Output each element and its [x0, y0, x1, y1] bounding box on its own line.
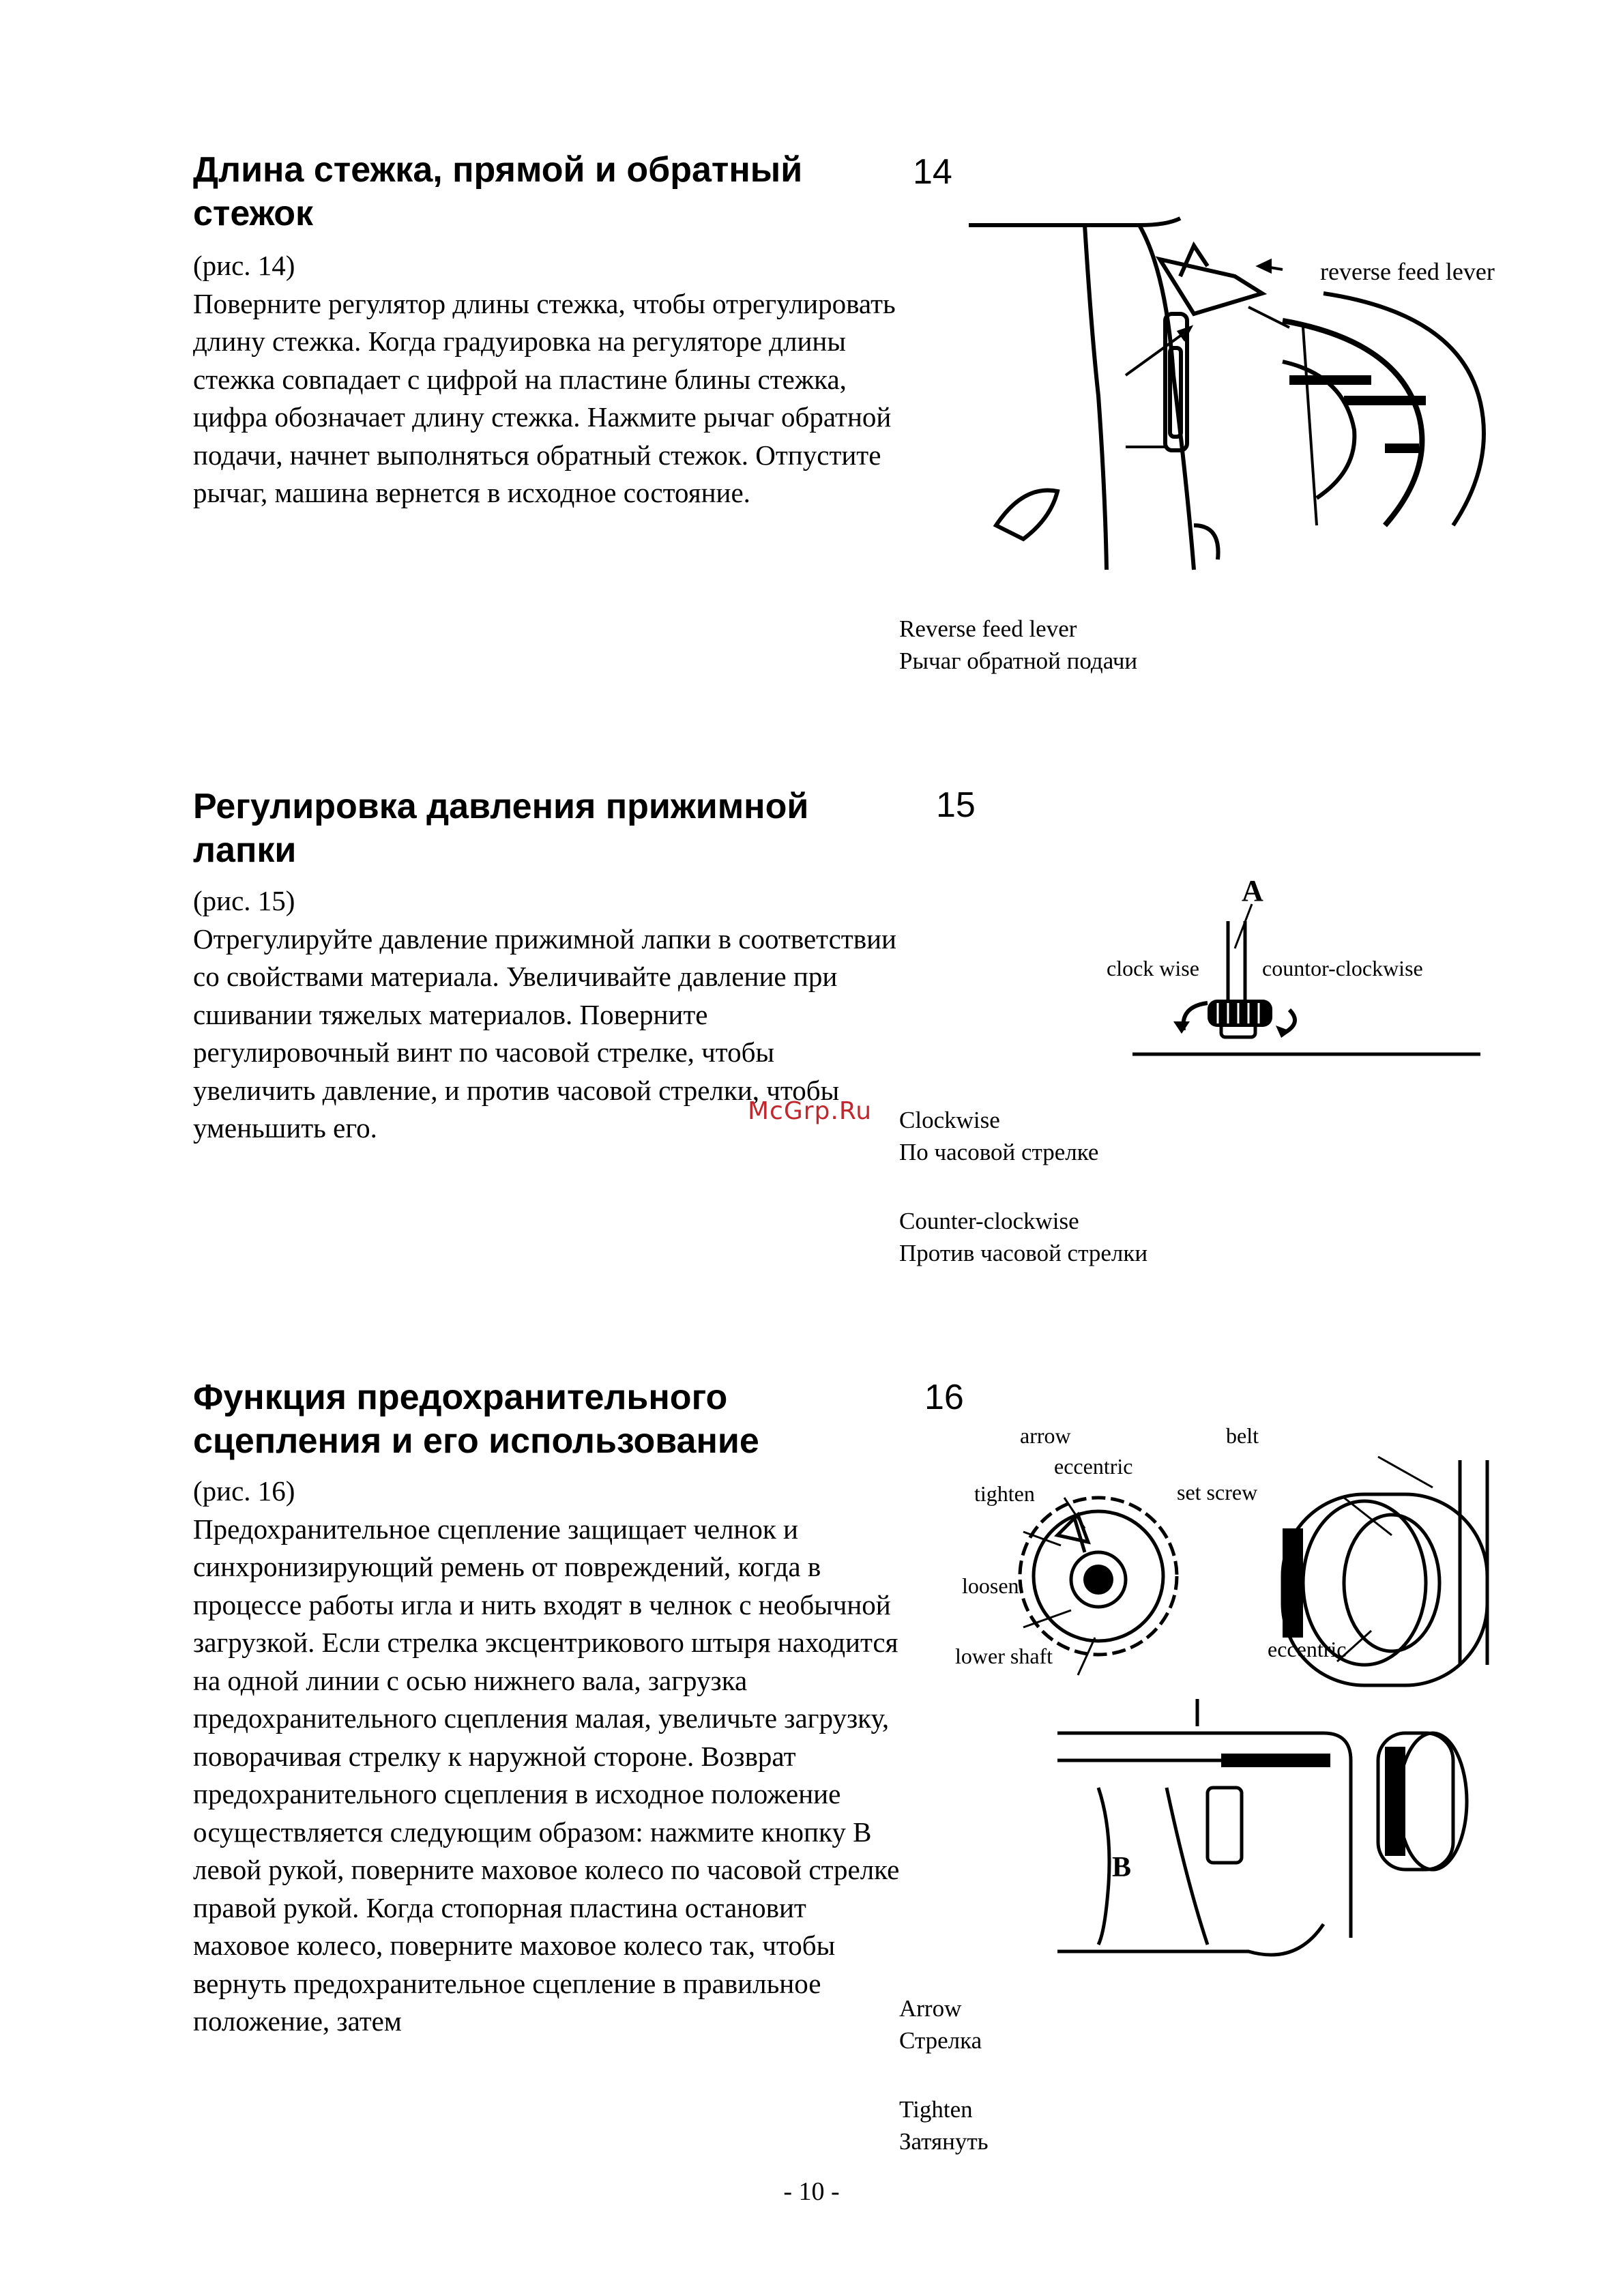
- paragraph: Поверните регулятор длины стежка, чтобы отрегулировать длину стежка. Когда градуировка на регуляторе длины стежка совпадает с цифрой на пластине блины стежка, цифра обозначает длину стежка. Нажмите рычаг обратной подачи, начнет выполняться обратный стежок. Отпустите рычаг, машина вернется в исходное состояние.: [193, 287, 896, 508]
- label-counter-clockwise: countor-clockwise: [1262, 956, 1423, 980]
- label-set-screw: set screw: [1177, 1480, 1258, 1505]
- section-heading-presser-foot: Регулировка давления прижимной лапки: [193, 787, 809, 870]
- figure-number-15: 15: [936, 785, 976, 825]
- label-a: A: [1242, 874, 1263, 907]
- caption-ru: Стрелка: [899, 2027, 982, 2054]
- label-tighten: tighten: [974, 1481, 1035, 1506]
- figure-reference: (рис. 14): [193, 250, 295, 281]
- figure-number-16: 16: [924, 1378, 964, 1417]
- caption-en: Arrow: [899, 1995, 962, 2022]
- caption-en: Reverse feed lever: [899, 615, 1077, 642]
- label-belt: belt: [1226, 1423, 1259, 1448]
- figure-14-caption: [899, 613, 1137, 677]
- caption-ru: Затянуть: [899, 2128, 989, 2155]
- caption-ru: Против часовой стрелки: [899, 1240, 1148, 1266]
- caption-en: Clockwise: [899, 1107, 1000, 1133]
- label-arrow: arrow: [1020, 1423, 1071, 1448]
- label-b: B: [1112, 1852, 1132, 1883]
- caption-ru: Рычаг обратной подачи: [899, 648, 1138, 674]
- label-eccentric: eccentric: [1054, 1454, 1133, 1479]
- figure-15-caption: [899, 1104, 1147, 1269]
- paragraph: Отрегулируйте давление прижимной лапки в соответствии со свойствами материала. Увеличивайте давление при сшивании тяжелых материалов. Поверните регулировочный винт по часовой стрелке, чтобы увеличить давление, и против часовой стрелки, чтобы уменьшить его.: [193, 922, 896, 1144]
- label-reverse-feed-lever: reverse feed lever: [1320, 258, 1495, 285]
- figure-number-14: 14: [913, 152, 952, 192]
- figure-reference: (рис. 15): [193, 885, 295, 916]
- label-lower-shaft: lower shaft: [955, 1644, 1053, 1668]
- section-body-safety-clutch: [193, 1472, 903, 2041]
- label-loosen: loosen: [962, 1573, 1019, 1598]
- figure-16-diagram: [941, 1406, 1555, 1986]
- caption-en: Tighten: [899, 2096, 973, 2123]
- section-heading-safety-clutch: Функция предохранительного сцепления и его использование: [193, 1378, 759, 1461]
- figure-reference: (рис. 16): [193, 1475, 295, 1507]
- section-heading-stitch-length: Длина стежка, прямой и обратный стежок: [193, 150, 803, 233]
- watermark: McGrp.Ru: [748, 1097, 873, 1125]
- caption-en: Counter-clockwise: [899, 1208, 1079, 1234]
- label-eccentric-2: eccentric: [1268, 1637, 1347, 1661]
- section-body-stitch-length: [193, 247, 903, 512]
- figure-16-caption: [899, 1992, 989, 2157]
- label-clockwise: clock wise: [1107, 956, 1199, 980]
- page-number: - 10 -: [783, 2177, 840, 2206]
- figure-15-diagram: [1105, 870, 1501, 1075]
- paragraph: Предохранительное сцепление защищает челнок и синхронизирующий ремень от повреждений, когда в процессе работы игла и нить входят в челнок с необычной загрузкой. Если стрелка эксцентрикового штыря находится на одной линии с осью нижнего вала, загрузка предохранительного сцепления малая, увеличьте загрузку, поворачивая стрелку к наружной стороне. Возврат предохранительного сцепления в исходное положение осуществляется следующим образом: нажмите кнопку В левой рукой, поверните маховое колесо по часовой стрелке правой рукой. Когда стопорная пластина остановит маховое колесо, поверните маховое колесо так, чтобы вернуть предохранительное сцепление в правильное положение, затем: [193, 1513, 900, 2037]
- figure-14-diagram: [962, 171, 1562, 580]
- caption-ru: По часовой стрелке: [899, 1139, 1099, 1165]
